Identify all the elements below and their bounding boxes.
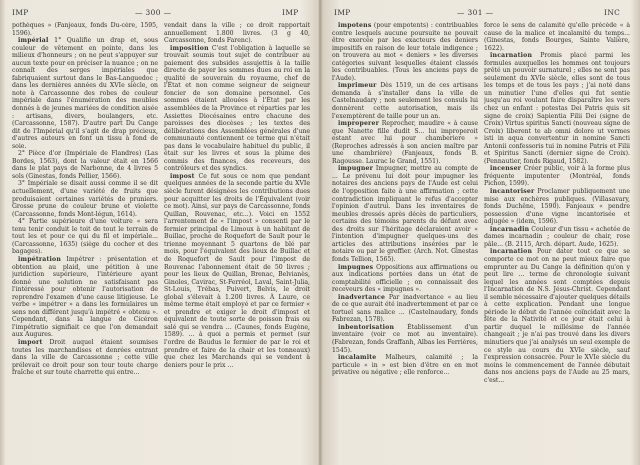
- dictionary-entry: [12, 37, 158, 150]
- entry-headword: inbentorisation: [338, 323, 395, 331]
- entry-headword: impost: [170, 172, 195, 180]
- entry-headword: impugner: [338, 165, 374, 173]
- entry-text: 4° Partie supérieure d'une voiture « sera tenu tenir conduit le toit de tout le terrain de tout les et pour ce qui du fil et impériale... (Carcassonne, 1635) (siège du cocher et des bagages).: [12, 218, 158, 256]
- dictionary-entry: [164, 173, 310, 369]
- entry-text: pothèques » (Fanjeaux, fonds Du-cère, 1595, 1596).: [12, 22, 158, 37]
- dictionary-entry: [332, 120, 478, 165]
- running-head-left: IMP: [12, 8, 29, 17]
- entry-headword: impérial: [18, 37, 49, 45]
- dictionary-entry: [484, 188, 630, 226]
- entry-text: Établissement d'un inventaire (voir ce mot au inventaire). (Fabrezan, fonds Graffanh, Albas les Ferrières, 1545).: [332, 323, 478, 354]
- dictionary-entry: [484, 165, 630, 188]
- dictionary-entry: [332, 264, 478, 294]
- dictionary-entry: [164, 45, 310, 173]
- entry-text: Malheurs, calamité ; la particule « in » est bien d'être en en mot privative ou négative ; elle renforce...: [332, 354, 478, 377]
- dictionary-entry: [12, 256, 158, 339]
- dictionary-entry: [484, 52, 630, 165]
- entry-headword: incantoriser: [490, 188, 535, 196]
- entry-text: Proclamer publiquement une mise aux enchères publiques. (Villasavary, fonds Duchêne, 1590). Fanjeaux « pendre possession d'une vigne incantorisée et adjugée » (idem, 1596).: [484, 188, 630, 226]
- entry-text: (pour empotents) : contribuables contre lesquels aucune poursuite ne pouvait être exercée par les exacteurs des deniers impositifs en raison de leur totale indigence ; on trouvera au mot « deniers » les diverses catégories suivant lesquelles étaient classés les contribuables. (Tous les anciens pays de l'Aude).: [332, 22, 478, 82]
- entry-text: Par inadvertance « au lieu de ce que aurait été inadvertemment et par ce tortuel sans malice ... (Castelnaudary, fonds Fabrezan, 1578).: [332, 293, 478, 324]
- entry-headword: inadvertance: [338, 293, 386, 301]
- entry-text: Droit auquel étaient soumises toutes les marchandises et denrées entrant dans la ville de Carcassonne ; cette ville prélevait ce droit pour son tour toute charge fraîche et sur toute charrette qui entre...: [12, 338, 158, 377]
- entry-continuation: [12, 218, 158, 256]
- entry-headword: imprimeur: [338, 82, 377, 90]
- dictionary-entry: [332, 294, 478, 324]
- entry-headword: incarnation: [490, 52, 533, 60]
- entry-headword: import: [18, 338, 43, 346]
- entry-headword: imposition: [170, 44, 209, 52]
- page-number: — 301 —: [457, 8, 494, 17]
- entry-headword: impugnes: [338, 263, 374, 271]
- entry-text: 1° Qualifie un drap et, sous couleur de vêtement en pointe, dans les milieux d'honneurs ; on ne peut s'appuyer sur aucun texte pour en préciser la nuance ; on ne connaît des serges impériales que fabriquaient surtout dans le Bas-Languedoc ; dans les dernières années du XVIe siècle, on note à Carcassonne des robes de couleur impériale dans l'énumération des meubles donnés à de jeunes mariées de condition aisée : artisans, divers, boulangers, etc. (Carcassonne, 1587). D'autre part Du Cange dit de l'Impérial qu'il s'agit de drap précieux, d'autres auteurs en font un tissu à fond de soie.: [12, 37, 158, 150]
- entry-text: Ce fut sous ce nom que pendant quelques années de la seconde partie du XVIe siècle furent désignées les contributions dues pour acquitter les droits de l'Équivalent (voir ce mot). Ainsi, sur pays de Carcassonne, fonds Quillan, Rouvenac, etc...). Voici en 1552 l'arrentement de « l'impost » consenti par le fermier principal de Limoux à un habitant de Buillac, proche de Roquefort de Sault pour le trienne moyennant 5 quartons de blé par mois, pour l'équivalent des lieux de Buillac et de Roquefort de Sault pour l'impost de Rouvenac l'abonnement était de 50 livres ; pour les lieux de Quillan, Brenac, Belvianès, Ginoles, Cavirac, St-Ferréol, Laval, Saint-Julia, St-Louis, Trébas, Puivert, Belvis, le droit global s'élevait à 1.200 livres. À Laure, ce même terme était employé et par ce fermier « et prendre et exiger le droit d'impost et équivalent de toute sorte de poisson frais ou salé qui se vendra ... (Caunes, fonds Eugène, 1589). ... à quoi a permis et permet (sur l'ordre de Baudus le fermier de par le roi et prendre et faire de la chair et les tonneaux) que chez les Marchands qui se vendent à deniers pour le prix ...: [164, 172, 310, 369]
- entry-text: 3° Impériale se disait aussi comme il se dit actuellement, d'une variété de fruits que produisaient certaines variétés de pruniers. Grosse prune de couleur brune et violette (Carcassonne, fonds Mont-légun, 1614).: [12, 180, 158, 218]
- entry-continuation: [12, 150, 158, 180]
- dictionary-entry: [332, 354, 478, 377]
- running-head-right: IMP: [282, 8, 299, 17]
- text-column-2: [164, 22, 310, 462]
- entry-headword: impétration: [18, 255, 62, 263]
- entry-headword: impotens: [338, 22, 372, 29]
- entry-continuation: [12, 22, 158, 37]
- entry-text: Impugner, mettre au compte de ... Le prévenu lui doit pour impugner les notaires des anciens pays de l'Aude est celui de l'opposition faite à une affirmation ; cette contradiction impliquant le refus d'accepter l'opinion d'autrui. Dans les inventaires de meubles dressés après décès de particuliers, certains des témoins parents du défunt avec des droits sur l'héritage déclaraient avoir « l'intention d'impugner quelques-uns des articles des attributions insérées par le notaire ou par le greffier. (Arch. Not. Ginestas fonds Tellion, 1565).: [332, 165, 478, 263]
- dictionary-entry: [484, 226, 630, 249]
- dictionary-entry: [332, 324, 478, 354]
- entry-text: Oppositions aux affirmations ou aux indications portées dans un état de comptabilité officielle ; on connaissait des receveurs des « impugnes ».: [332, 263, 478, 294]
- text-column-1: [12, 22, 158, 462]
- text-column-1: [332, 22, 478, 462]
- entry-text: Dès 1519, un de ces artisans demanda à s'installer dans la ville de Castelnaudary ; non seulement les consuls lui donnèrent cette autorisation, mais ils l'exemptèrent de taille pour un an.: [332, 82, 478, 120]
- left-page: [0, 0, 318, 465]
- entry-text: Couleur d'un tissu « achetée de dames incarnadin ; couleur de chair, rose pâle... (B. 2115, Arch. départ. Aude, 1625).: [484, 225, 630, 248]
- entry-headword: incalamite: [338, 354, 377, 362]
- page-number: — 300 —: [135, 8, 172, 17]
- text-column-2: [484, 22, 630, 462]
- dictionary-entry: [332, 82, 478, 120]
- running-head-left: IMP: [334, 8, 351, 17]
- entry-headword: incenser: [490, 165, 522, 173]
- entry-text: Impétrer : présentation et obtention au plaid, une pétition à une juridiction supérieure, l'intérieure ayant donné une solution ne satisfaisant pas l'intéressé pour obtenir l'autorisation de reprendre l'examen d'une cause litigieuse. Le verbe « impétrer » a dans les formulaires un sens non différent jusqu'à impétré « obtenu ». Cependant, dans la langue de Cicéron l'impétratio signifiait ce que l'on demandait aux Augures.: [12, 255, 158, 339]
- entry-text: C'est l'obligation à laquelle se trouvait soumis tout sujet de contribuer au paiement des subsides assujettis à la taille directe de payer les sommes dues au roi en la qualité de souverain du royaume, chef de l'État et non comme seigneur de seigneur foncier de son domaine personnel. Ces sommes étaient allouées à l'État par les assemblées de la Province et réparties par les Assiettes Diocésaines entre chacune des paroisses des diocèses ; les textes des délibérations des Assemblées générales d'une communauté contiennent ce terme qui n'était pas dans le vocabulaire habituel du public, il était sur les livres et sous la plume des commis des finances, des receveurs, des contrôleurs et des syndics.: [164, 44, 310, 173]
- entry-continuation: [484, 22, 630, 52]
- entry-text: Créer public, voir à la forme plus fréquente imputenter (Montréal, fonds Pichon, 1599).: [484, 165, 630, 188]
- entry-headword: incarnation: [490, 248, 533, 256]
- entry-continuation: [12, 180, 158, 218]
- dictionary-entry: [332, 165, 478, 263]
- entry-headword: improperer: [338, 120, 380, 128]
- entry-headword: incarnadin: [490, 225, 530, 233]
- entry-text: Pour dater tout ce que se comporte ce mot on ne peut mieux faire que emprunter au Du Cange la définition qu'on y peut lire ... terme de chronologie suivant lequel les années sont comptées depuis l'Incarnation de N.S. Jésus-Christ. Cependant il semble nécessaire d'ajouter quelques détails à cette explication. Pendant une longue période le début de l'année coïncidait avec la fête de la Nativité et ce jour était celui à partir duquel le millésime de l'année changeait ; je n'ai pas trouvé dans les divers minutiers que j'ai analysés un seul exemple de ce style au cours du XVIe siècle, sauf l'expression consacrée. Pour le XVIe siècle du moins le commencement de l'année débutait dans nos anciens pays de l'Aude au 25 mars, c'est...: [484, 248, 630, 384]
- entry-text: 2° Pièce d'or (Impériale de Flandres) (Las Bordes, 1563), dont la valeur était en 1566 dans le plat pays de Narbonne, de 4 livres 5 sols (Ginestas, fonds Pellier, 1566).: [12, 150, 158, 180]
- dictionary-entry: [12, 339, 158, 377]
- dictionary-entry: [332, 22, 478, 82]
- right-page: [322, 0, 640, 465]
- entry-text: Reprocher, maudire « à cause que Nanette fille dudit S... lui improperoit estant avec lui pour chamberiere » (Reproches adressés à son ancien maître par une chambrière) (Fanjeaux, fonds B. Ragousse. Laurac le Grand, 1551).: [332, 120, 478, 165]
- running-head-right: INC: [604, 8, 621, 17]
- entry-text: force le sens de calamité qu'elle précède « à cause de la malice et incalamité du temps... (Ginestas, fonds Bourges, Sainte Valière, 1622).: [484, 22, 630, 52]
- entry-continuation: [164, 22, 310, 45]
- entry-text: vendait dans la ville ; ce droit rapportait annuellement 1.800 livres. (3 g 40, Carcassonne, fonds Farenc).: [164, 22, 310, 45]
- entry-text: Promis placé parmi les formules auxquelles les hommes ont toujours prêté un pouvoir surnaturel ; elles ne sont pas seulement du XVIe siècle, elles sont de tous les temps et de tous les pays ; j'ai noté dans un minutier l'une d'elles qui fut sentie jusqu'au roi voulant faire disparaître les vers chez un enfant : potestas Dei Patris quis sit signe de croix) Sapientia Filii Dei (signe de Croix) Virtus spiritus Sancti (nouveau signe de Croix) liberent te ab omni dolore ut vermes isti in aqua convertentur in nomine Sancti Antonii confessoris tui in nomine Patris et Filii et Spiritus Sancti (dernier signe de Croix). (Pennautier, fonds Rigaud, 1582).: [484, 52, 630, 165]
- dictionary-entry: [484, 248, 630, 384]
